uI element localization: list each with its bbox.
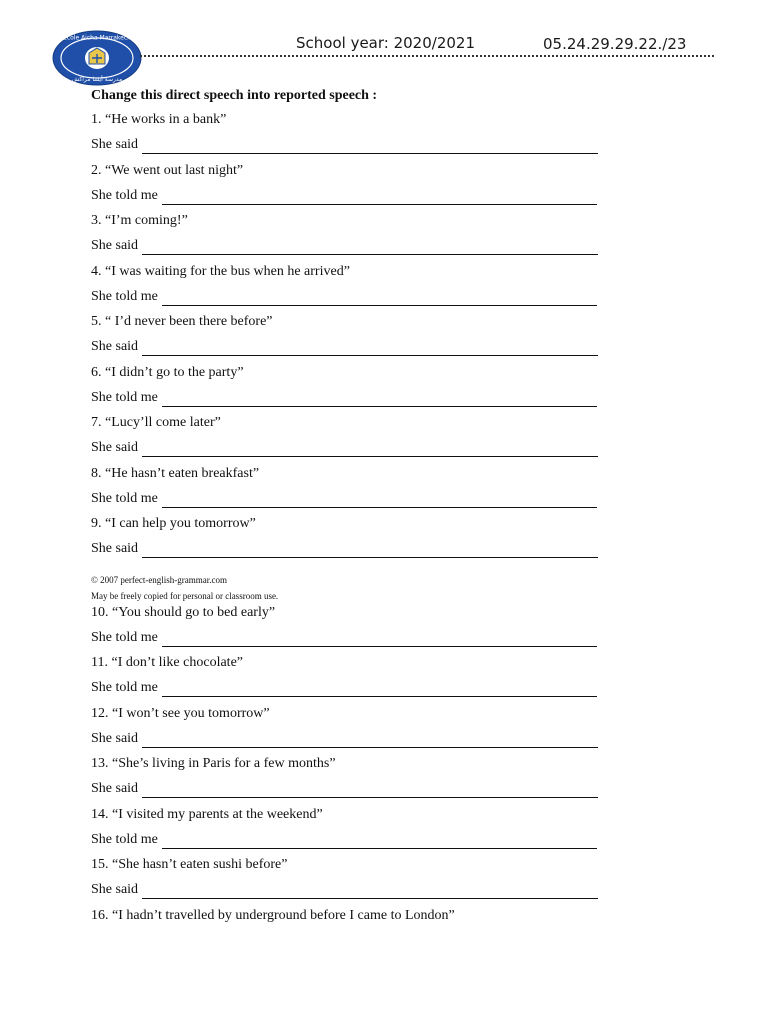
answer-label: She told me — [91, 490, 158, 506]
question-16: 16. “I hadn’t travelled by underground before I came to London” — [91, 907, 455, 923]
answer-label: She said — [91, 238, 139, 253]
answer-blank-line[interactable] — [162, 389, 597, 407]
answer-blank-line[interactable] — [142, 881, 598, 899]
answer-label: She said — [91, 541, 139, 556]
question-5: 5. “ I’d never been there before” — [91, 314, 273, 329]
answer-row-1 — [91, 136, 631, 162]
answer-blank-line[interactable] — [162, 187, 597, 205]
answer-row-7 — [91, 439, 631, 465]
answer-blank-line[interactable] — [142, 730, 598, 748]
answer-label: She said — [91, 781, 139, 796]
answer-blank-line[interactable] — [142, 780, 598, 798]
answer-blank-line[interactable] — [162, 490, 597, 508]
answer-label: She said — [91, 339, 139, 354]
answer-row-12 — [91, 730, 631, 756]
answer-row-9 — [91, 540, 631, 566]
answer-row-4 — [91, 288, 631, 314]
question-9: 9. “I can help you tomorrow” — [91, 516, 256, 531]
answer-row-2 — [91, 187, 631, 213]
answer-blank-line[interactable] — [142, 136, 598, 154]
header-dotted-rule — [140, 55, 714, 57]
phone-number: 05.24.29.29.22./23 — [543, 35, 687, 53]
answer-label: She told me — [91, 629, 158, 645]
worksheet — [91, 87, 631, 932]
answer-row-15 — [91, 881, 631, 907]
answer-row-11 — [91, 679, 631, 705]
answer-label: She said — [91, 137, 139, 152]
exercise-list-part1 — [91, 111, 631, 566]
answer-label: She said — [91, 882, 139, 897]
answer-row-14 — [91, 831, 631, 857]
exercise-list-part2 — [91, 604, 631, 907]
question-3: 3. “I’m coming!” — [91, 213, 188, 228]
answer-label: She told me — [91, 288, 158, 304]
page-header — [0, 0, 768, 90]
answer-label: She said — [91, 730, 139, 746]
answer-label: She told me — [91, 187, 158, 203]
answer-label: She told me — [91, 831, 158, 847]
school-year: School year: 2020/2021 — [296, 34, 475, 52]
answer-label: She said — [91, 440, 139, 455]
question-6: 6. “I didn’t go to the party” — [91, 364, 244, 380]
instruction: Change this direct speech into reported speech : — [91, 88, 378, 103]
school-logo — [52, 30, 142, 86]
answer-row-10 — [91, 629, 631, 655]
question-7: 7. “Lucy’ll come later” — [91, 415, 221, 430]
answer-row-8 — [91, 490, 631, 516]
answer-blank-line[interactable] — [162, 288, 597, 306]
question-10: 10. “You should go to bed early” — [91, 604, 276, 620]
question-4: 4. “I was waiting for the bus when he arrived” — [91, 263, 350, 279]
logo-text-bottom: مدرسة أيشا مراكش — [71, 76, 123, 83]
question-12: 12. “I won’t see you tomorrow” — [91, 705, 270, 721]
logo-text-top: Ecole Aicha Marrakech — [63, 34, 131, 42]
question-2: 2. “We went out last night” — [91, 162, 244, 178]
question-1: 1. “He works in a bank” — [91, 112, 227, 127]
answer-label: She told me — [91, 680, 158, 695]
answer-blank-line[interactable] — [142, 540, 598, 558]
question-11: 11. “I don’t like chocolate” — [91, 655, 243, 670]
answer-blank-line[interactable] — [162, 629, 597, 647]
answer-row-6 — [91, 389, 631, 415]
answer-row-3 — [91, 237, 631, 263]
question-8: 8. “He hasn’t eaten breakfast” — [91, 465, 260, 481]
answer-label: She told me — [91, 389, 158, 405]
question-13: 13. “She’s living in Paris for a few months” — [91, 756, 336, 771]
answer-blank-line[interactable] — [142, 439, 598, 457]
usage-note: May be freely copied for personal or classroom use. — [91, 590, 279, 601]
answer-row-5 — [91, 338, 631, 364]
question-14: 14. “I visited my parents at the weekend” — [91, 806, 323, 822]
answer-row-13 — [91, 780, 631, 806]
answer-blank-line[interactable] — [162, 831, 597, 849]
answer-blank-line[interactable] — [142, 338, 598, 356]
answer-blank-line[interactable] — [142, 237, 598, 255]
question-15: 15. “She hasn’t eaten sushi before” — [91, 857, 288, 872]
copyright-line: © 2007 perfect-english-grammar.com — [91, 574, 228, 585]
answer-blank-line[interactable] — [162, 679, 597, 697]
